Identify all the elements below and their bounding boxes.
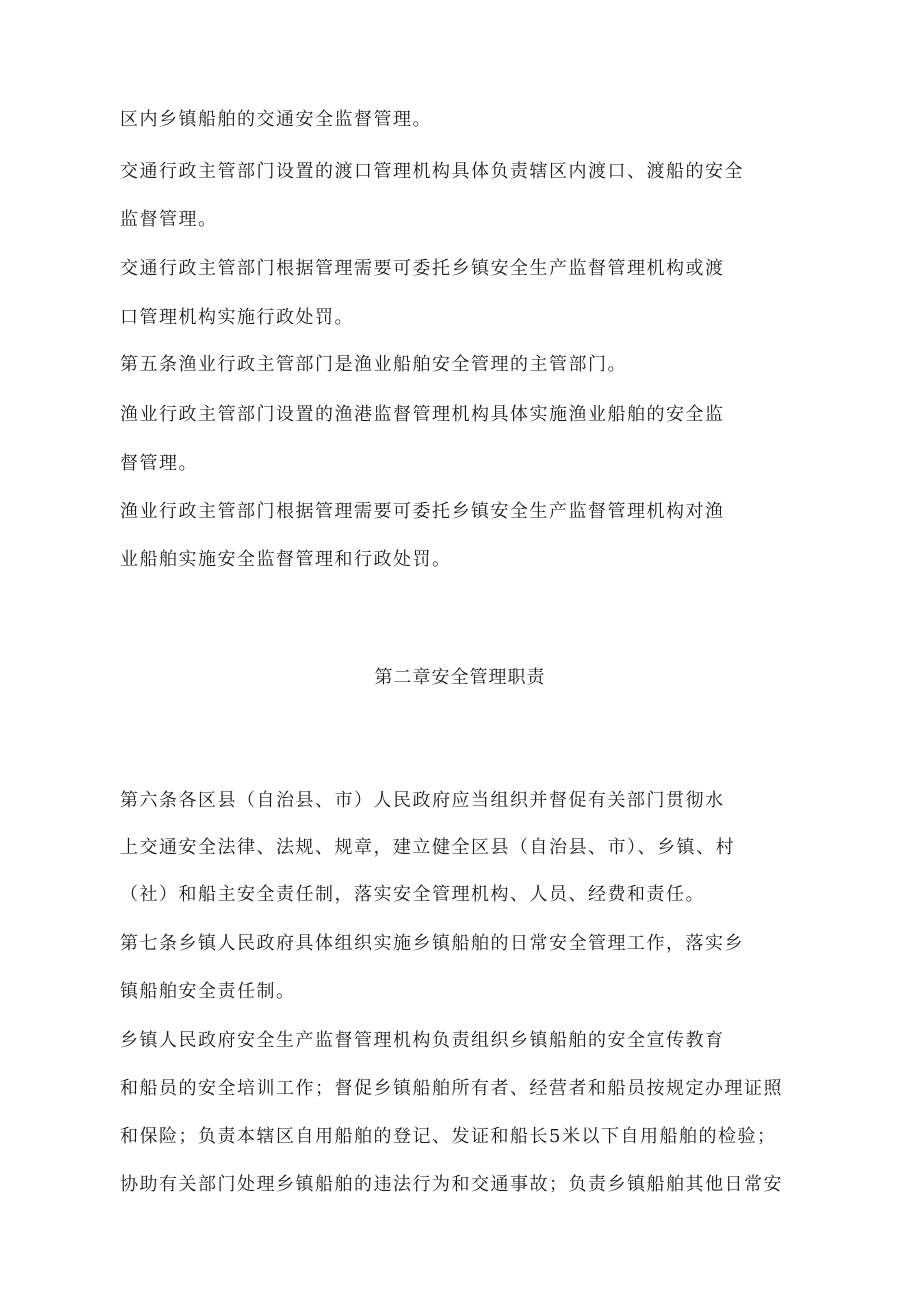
text-line: 交通行政主管部门设置的渡口管理机构具体负责辖区内渡口、渡船的安全 <box>120 161 744 182</box>
text-line: 督管理。 <box>120 453 198 474</box>
text-line: 区内乡镇船舶的交通安全监督管理。 <box>120 109 432 130</box>
text-line: 交通行政主管部门根据管理需要可委托乡镇安全生产监督管理机构或渡 <box>120 258 725 279</box>
text-line: 口管理机构实施行政处罚。 <box>120 307 354 328</box>
text-line: 监督管理。 <box>120 209 218 230</box>
text-line: 和船员的安全培训工作；督促乡镇船舶所有者、经营者和船员按规定办理证照 <box>120 1078 783 1099</box>
text-line: 乡镇人民政府安全生产监督管理机构负责组织乡镇船舶的安全宣传教育 <box>120 1030 725 1051</box>
text-line: 第五条渔业行政主管部门是渔业船舶安全管理的主管部门。 <box>120 354 627 375</box>
chapter-heading: 第二章安全管理职责 <box>374 667 546 688</box>
text-line: 协助有关部门处理乡镇船舶的违法行为和交通事故；负责乡镇船舶其他日常安 <box>120 1174 783 1195</box>
text-line: 第七条乡镇人民政府具体组织实施乡镇船舶的日常安全管理工作，落实乡 <box>120 933 744 954</box>
text-line: 渔业行政主管部门设置的渔港监督管理机构具体实施渔业船舶的安全监 <box>120 404 725 425</box>
text-line: 镇船舶安全责任制。 <box>120 981 296 1002</box>
text-line: 业船舶实施安全监督管理和行政处罚。 <box>120 549 452 570</box>
text-line: （社）和船主安全责任制，落实安全管理机构、人员、经费和责任。 <box>120 884 705 905</box>
text-line: 上交通安全法律、法规、规章，建立健全区县（自治县、市）、乡镇、村 <box>120 837 735 858</box>
text-line: 第六条各区县（自治县、市）人民政府应当组织并督促有关部门贯彻水 <box>120 790 725 811</box>
text-line: 渔业行政主管部门根据管理需要可委托乡镇安全生产监督管理机构对渔 <box>120 501 725 522</box>
text-line: 和保险；负责本辖区自用船舶的登记、发证和船长5米以下自用船舶的检验； <box>120 1126 777 1147</box>
